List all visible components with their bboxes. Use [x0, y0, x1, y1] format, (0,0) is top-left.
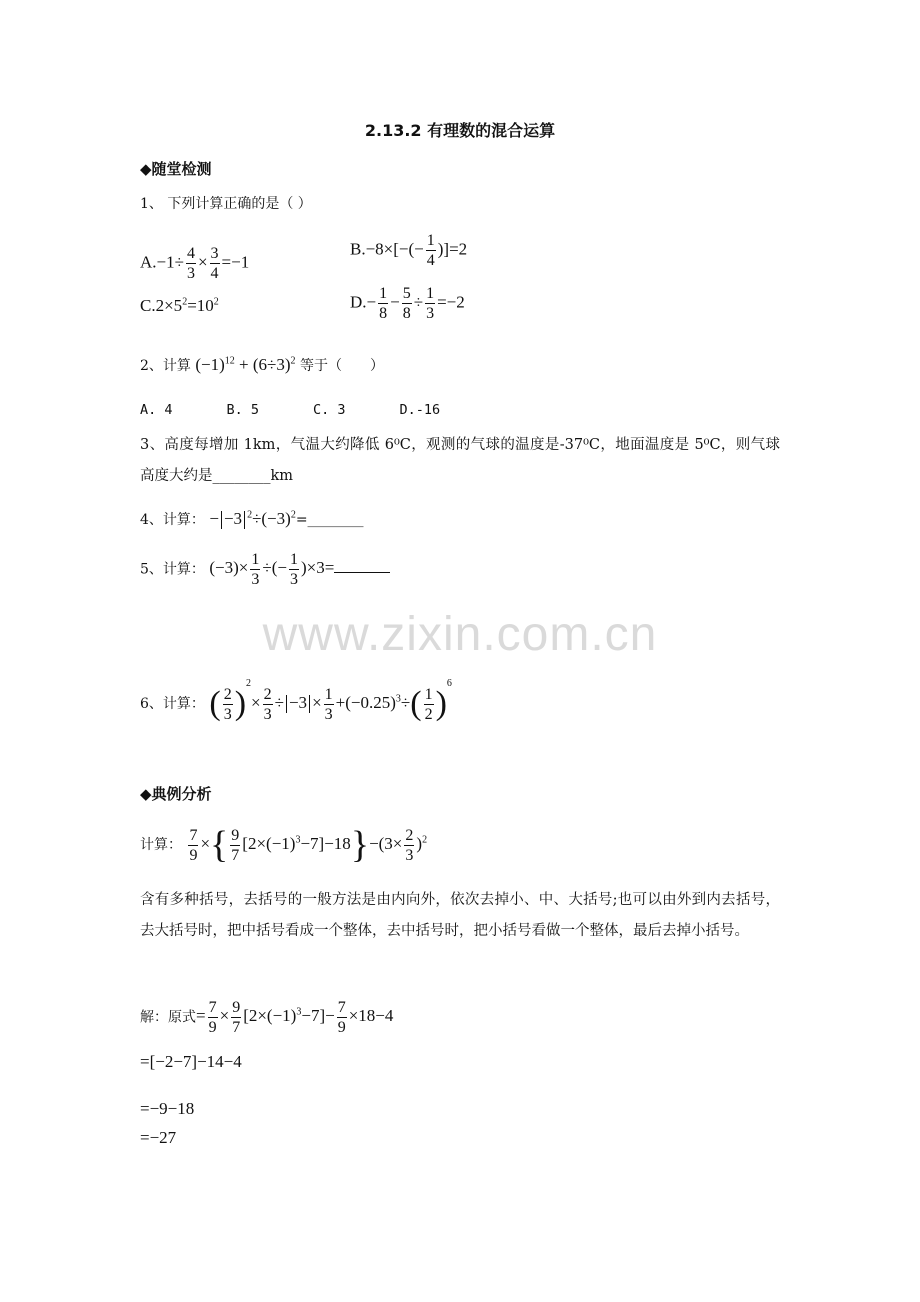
question-1-option-c: $C.2\times 5^2=10^2$ — [140, 296, 219, 315]
question-6-expression: ( $\frac{2}{3}$ )$^2$× $\frac{2}{3}$ ÷ −3 × $\frac{1}{3}$ $+(-0.25)^3\div$( $\frac{1}{2}$ )$^6$ — [209, 678, 452, 723]
question-2-prefix: 2、计算 — [140, 358, 191, 374]
question-6-prefix: 6、计算： — [140, 696, 205, 712]
question-2 — [140, 355, 384, 375]
page-title: 2.13.2 有理数的混合运算 — [364, 121, 556, 140]
question-1-option-b: B.−8×[−(− $\frac{1}{4}$ )]=2 — [350, 232, 468, 269]
example-explanation: 含有多种括号，去括号的一般方法是由内向外，依次去掉小、中、大括号;也可以由外到内去括号，去大括号时，把中括号看成一个整体，去中括号时，把小括号看做一个整体，最后去掉小括号。 — [140, 892, 780, 939]
question-5-expression: (−3)× $\frac{1}{3}$ ÷(− $\frac{1}{3}$ )×3= — [209, 551, 335, 588]
question-1-option-a: A.−1÷ $\frac{4}{3}$ × $\frac{3}{4}$ =−1 — [140, 245, 250, 282]
section-heading-example: ◆典例分析 — [140, 785, 212, 803]
solution-step-1-expression: = $\frac{7}{9}$ × $\frac{9}{7}$ $[2\times(-1)^3-7]-$ $\frac{7}{9}$ ×18−4 — [196, 999, 394, 1036]
option-label: D. — [350, 292, 367, 312]
question-1-option-d: D.− $\frac{1}{8}$ − $\frac{5}{8}$ ÷ $\frac{1}{3}$ =−2 — [350, 285, 465, 322]
question-5-answer-blank — [334, 560, 390, 573]
watermark: www.zixin.com.cn — [262, 608, 658, 661]
solution-prefix: 解：原式 — [140, 1009, 196, 1026]
example-prefix: 计算： — [140, 836, 182, 853]
option-label: B. — [350, 239, 366, 259]
option-label: A. — [140, 252, 157, 272]
question-5 — [140, 550, 390, 589]
question-4-expression: − −3 $^2\div(-3)^2$ — [209, 509, 296, 528]
example-problem — [140, 823, 427, 867]
example-expression: $\frac{7}{9}$ ×{ $\frac{9}{7}$ $[2\times(-1)^3-7]-18\}-(3\times$ $\frac{2}{3}$ )$^2$ — [189, 824, 428, 866]
example-solution-step-1 — [140, 998, 393, 1037]
question-4-answer-blank: =________ — [295, 512, 364, 528]
question-1-stem: 1、 下列计算正确的是（ ） — [140, 196, 312, 212]
question-2-suffix: 等于（ ） — [300, 358, 384, 374]
question-2-options: A. 4 B. 5 C. 3 D.-16 — [140, 402, 441, 418]
question-2-expression: $(-1)^{12} + (6\div 3)^2$ — [195, 355, 296, 374]
example-solution-step-3: =−9−18 — [140, 1099, 195, 1118]
section-heading-check: ◆随堂检测 — [140, 160, 212, 178]
example-solution-step-4: =−27 — [140, 1128, 177, 1147]
question-6 — [140, 678, 452, 724]
question-4-prefix: 4、计算： — [140, 512, 205, 528]
question-4 — [140, 509, 364, 529]
question-5-prefix: 5、计算： — [140, 561, 205, 578]
example-solution-step-2: =[−2−7]−14−4 — [140, 1052, 242, 1071]
question-3: 3、高度每增加 1km，气温大约降低 6⁰C，观测的气球的温度是-37⁰C，地面温度是 5⁰C，则气球高度大约是________km — [140, 437, 780, 484]
option-label: C. — [140, 296, 156, 315]
